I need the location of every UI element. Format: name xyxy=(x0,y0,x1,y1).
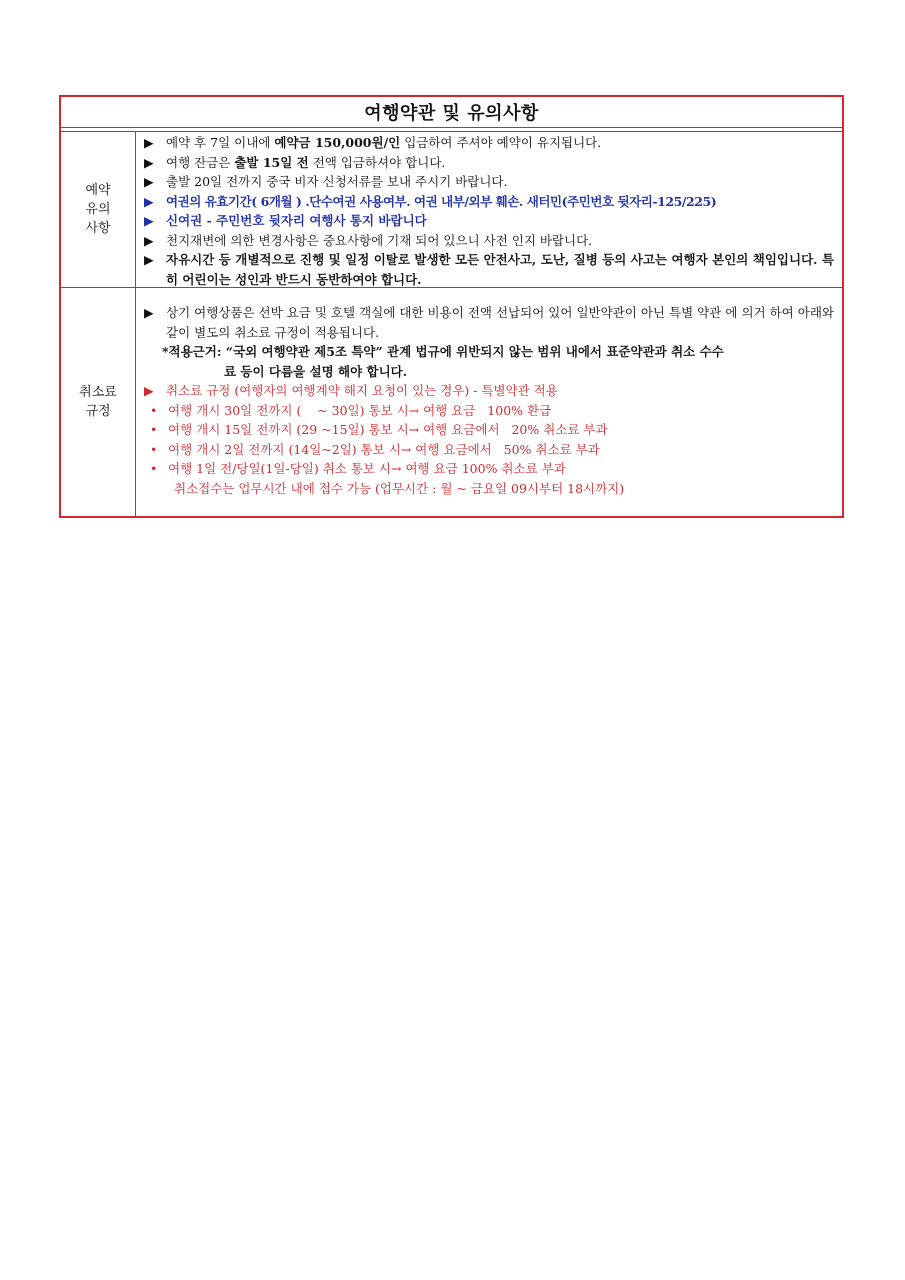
cancellation-policy-content xyxy=(136,288,842,516)
reservation-notes-label: 예약 유의 사항 xyxy=(61,132,136,287)
terms-table xyxy=(59,95,844,518)
cancellation-rule-header: ▶ 취소료 규정 (여행자의 여행계약 해지 요청이 있는 경우) - 특별약관 적용 xyxy=(144,381,834,401)
list-item: ▶ 여권의 유효기간( 6개월 ) .단수여권 사용여부. 여권 내부/외부 훼손. 새터민(주민번호 뒷자리-125/225) xyxy=(144,192,834,212)
legal-basis-note-cont: 료 등이 다름을 설명 해야 합니다. xyxy=(224,363,408,379)
reservation-notes-row xyxy=(61,132,842,287)
arrow-bullet-icon: ▶ xyxy=(144,232,154,248)
cancellation-rule: • 여행 개시 2일 전까지 (14일~2일) 통보 시→ 여행 요금에서 50% 취소료 부과 xyxy=(144,440,834,460)
dot-bullet-icon: • xyxy=(150,441,158,457)
cancellation-policy-row xyxy=(61,287,842,516)
arrow-bullet-icon: ▶ xyxy=(144,135,154,150)
dot-bullet-icon: • xyxy=(150,402,158,418)
list-item: ▶ 상기 여행상품은 선박 요금 및 호텔 객실에 대한 비용이 전액 선납되어 있어 일반약관이 아닌 특별 약관 에 의거 하여 아래와 같이 별도의 취소료 규정이 적용됩니다. xyxy=(144,303,834,342)
cancellation-hours-note: 취소접수는 업무시간 내에 접수 가능 (업무시간 : 월 ~ 금요일 09시부터 18시까지) xyxy=(174,480,625,496)
dot-bullet-icon: • xyxy=(150,461,158,476)
arrow-bullet-icon: ▶ xyxy=(144,213,154,228)
cancellation-rule: • 여행 1일 전/당일(1일-당일) 취소 통보 시→ 여행 요금 100% 취소료 부과 xyxy=(144,459,834,479)
arrow-bullet-icon: ▶ xyxy=(144,383,154,398)
arrow-bullet-icon: ▶ xyxy=(144,154,154,170)
list-item: ▶ 출발 20일 전까지 중국 비자 신청서류를 보내 주시기 바랍니다. xyxy=(144,172,834,192)
list-item: ▶ 여행 잔금은 출발 15일 전 전액 입금하셔야 합니다. xyxy=(144,153,834,173)
list-item: ▶ 신여권 - 주민번호 뒷자리 여행사 통지 바랍니다 xyxy=(144,211,834,231)
legal-basis-note: *적용근거: “국외 여행약관 제5조 특약” 관계 법규에 위반되지 않는 범위 내에서 표준약관과 취소 수수 xyxy=(162,344,724,359)
arrow-bullet-icon: ▶ xyxy=(144,252,154,267)
document-title: 여행약관 및 유의사항 xyxy=(61,97,842,128)
arrow-bullet-icon: ▶ xyxy=(144,305,154,320)
list-item: ▶ 천지재변에 의한 변경사항은 중요사항에 기재 되어 있으니 사전 인지 바랍니다. xyxy=(144,231,834,251)
cancellation-rule: • 여행 개시 15일 전까지 (29 ~15일) 통보 시→ 여행 요금에서 20% 취소료 부과 xyxy=(144,420,834,440)
list-item: ▶ 예약 후 7일 이내에 예약금 150,000원/인 입금하여 주셔야 예약이 유지됩니다. xyxy=(144,133,834,153)
arrow-bullet-icon: ▶ xyxy=(144,174,154,189)
reservation-notes-content xyxy=(136,132,842,287)
cancellation-policy-label: 취소료 규정 xyxy=(61,288,136,516)
arrow-bullet-icon: ▶ xyxy=(144,193,154,209)
cancellation-rule: • 여행 개시 30일 전까지 ( ~ 30일) 통보 시→ 여행 요금 100% 환급 xyxy=(144,401,834,421)
list-item: ▶ 자유시간 등 개별적으로 진행 및 일정 이탈로 발생한 모든 안전사고, 도난, 질병 등의 사고는 여행자 본인의 책임입니다. 특히 어린이는 성인과 반드시 동반하여야 합니다. xyxy=(144,250,834,289)
dot-bullet-icon: • xyxy=(150,422,158,437)
